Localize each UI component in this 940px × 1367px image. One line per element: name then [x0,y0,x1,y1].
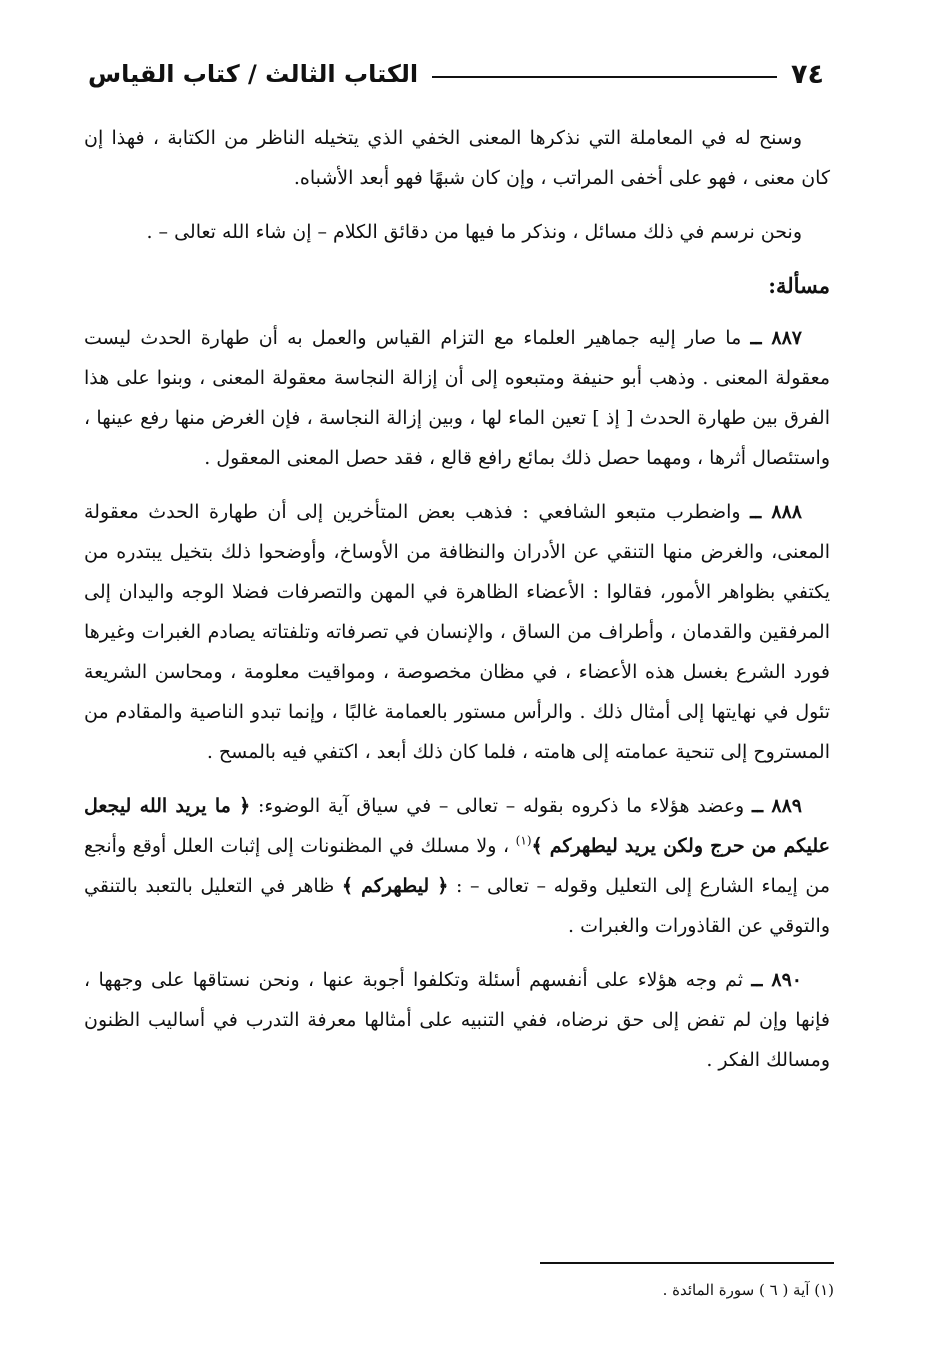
page-number: ٧٤ [791,58,824,90]
paragraph-number: ٨٩٠ ــ [751,969,802,991]
paragraph-887 [84,318,830,478]
paragraph-text: وعضد هؤلاء ما ذكروه بقوله – تعالى – في سياق آية الوضوء: [257,795,745,817]
footnote-ref[interactable]: (١) [515,833,532,848]
paragraph-number: ٨٨٩ ــ [751,795,802,817]
paragraph-text: ما صار إليه جماهير العلماء مع التزام القياس والعمل به أن طهارة الحدث ليست معقولة المعنى . وذهب أبو حنيفة ومتبعوه إلى أن إزالة النجاسة معقولة المعنى ، وبنوا على هذا الفرق بين طهارة الحدث [ إذ ] تعين الماء لها ، وبين إزالة النجاسة ، فإن الغرض منها رفع عينها ، واستئصال أثرها ، ومهما حصل ذلك بمائع رافع قالع ، فقد حصل المعنى المعقول . [84,327,830,469]
paragraph-890 [84,960,830,1080]
paragraph-text: ، ولا مسلك في المظنونات إلى إثبات العلل أوقع وأنجع من إيماء الشارع إلى التعليل وقوله – تعالى – : [84,835,830,897]
header-rule [432,76,777,78]
quran-quote: ﴿ ليطهركم ﴾ [341,875,449,897]
page-body [84,118,830,1094]
footnote: (١) آية ( ٦ ) سورة المائدة . [662,1281,834,1299]
page-header [88,52,824,96]
intro-paragraph-1: وسنح له في المعاملة التي نذكرها المعنى الخفي الذي يتخيله الناظر من الكتابة ، فهذا إن كان معنى ، فهو على أخفى المراتب ، وإن كان شبهًا فهو أبعد الأشباه. [84,127,830,189]
paragraph-888 [84,492,830,772]
quran-quote: ﴿ ما يريد الله ليجعل عليكم من حرج ولكن يريد ليطهركم ﴾ [84,795,830,857]
paragraph-number: ٨٨٨ ــ [750,501,802,523]
running-title: الكتاب الثالث / كتاب القياس [88,60,419,88]
footnote-rule [540,1262,834,1264]
section-heading: مسألة: [768,273,830,298]
paragraph-text: واضطرب متبعو الشافعي : فذهب بعض المتأخرين إلى أن طهارة الحدث معقولة المعنى، والغرض منها التنقي عن الأدران والنظافة من الأوساخ، وأوضحوا ذلك بتخيل يبتدره من يكتفي بظواهر الأمور، فقالوا : الأعضاء الظاهرة في المهن والتصرفات فضلا الوجه واليدان إلى المرفقين والقدمان ، وأطراف من الساق ، والإنسان في تصرفاته وتلفتاته يصادم الغبرات وغيرها فورد الشرع بغسل هذه الأعضاء ، في مظان مخصوصة ، ومواقيت معلومة ، ومحاسن الشريعة تئول في نهايتها إلى أمثال ذلك . والرأس مستور بالعمامة غالبًا ، وإنما تبدو الناصية والمقادم من المستروح إلى تنحية عمامته إلى هامته ، فلما كان ذلك أبعد ، اكتفي فيه بالمسح . [84,501,830,763]
paragraph-text: ظاهر في التعليل بالتعبد بالتنقي والتوقي عن القاذورات والغبرات . [84,875,830,937]
intro-paragraph-2: ونحن نرسم في ذلك مسائل ، ونذكر ما فيها من دقائق الكلام – إن شاء الله تعالى – . [146,221,802,243]
paragraph-text: ثم وجه هؤلاء على أنفسهم أسئلة وتكلفوا أجوبة عنها ، ونحن نستاقها على وجهها ، فإنها وإن لم تفض إلى حق نرضاه، ففي التنبيه على أمثالها معرفة التدرب في أساليب الظنون ومسالك الفكر . [84,969,830,1071]
paragraph-number: ٨٨٧ ــ [750,327,802,349]
paragraph-889 [84,786,830,946]
